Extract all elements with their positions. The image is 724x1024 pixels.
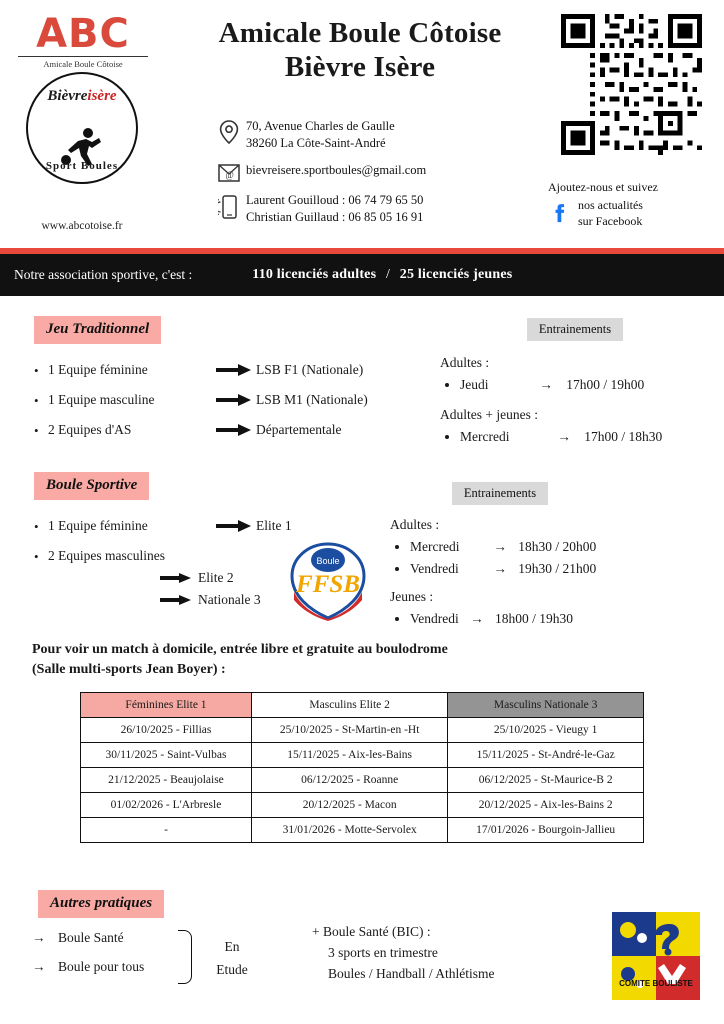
table-cell: 20/12/2025 - Aix-les-Bains 2	[448, 793, 644, 818]
abc-logo-subtitle: Amicale Boule Côtoise	[18, 56, 148, 69]
table-cell: 25/10/2025 - Vieugy 1	[448, 718, 644, 743]
table-row	[81, 818, 644, 843]
team-label: 2 Equipes d'AS	[48, 422, 132, 437]
abc-acronym: ABC	[36, 11, 130, 57]
email-row	[212, 162, 542, 182]
sub-level-label: Elite 2	[198, 570, 234, 585]
address-line-1: 70, Avenue Charles de Gaulle	[246, 119, 395, 133]
autres-pratiques-title: Autres pratiques	[38, 890, 164, 918]
table-cell: 30/11/2025 - Saint-Vulbas	[81, 743, 252, 768]
arrow-right-icon: →	[32, 959, 46, 974]
bic-block	[312, 922, 602, 985]
arrow-right-icon: →	[557, 429, 571, 444]
match-note-line-1: Pour voir un match à domicile, entrée libre et gratuite au boulodrome	[32, 642, 448, 657]
stats-values	[252, 267, 512, 283]
autres-status	[200, 936, 264, 982]
table-cell: 01/02/2026 - L'Arbresle	[81, 793, 252, 818]
table-cell: -	[81, 818, 252, 843]
schedule-day: Mercredi	[460, 429, 510, 444]
list-item	[410, 561, 690, 577]
bullet-dot: •	[34, 392, 39, 408]
stats-intro: Notre association sportive, c'est :	[14, 267, 193, 282]
team-label: 1 Equipe féminine	[48, 518, 148, 533]
list-item	[34, 362, 454, 378]
header	[0, 0, 724, 246]
bullet-dot: •	[34, 422, 39, 438]
schedule-day: Jeudi	[460, 377, 489, 392]
arrow-right-icon: →	[470, 611, 484, 626]
group-title: Adultes :	[390, 517, 440, 532]
address-line-2: 38260 La Côte-Saint-André	[246, 135, 386, 150]
entrainements-badge: Entrainements	[527, 318, 623, 341]
schedule-hours: 18h00 / 19h30	[494, 611, 573, 626]
schedule-list	[440, 429, 710, 445]
table-cell: 15/11/2025 - St-André-le-Gaz	[448, 743, 644, 768]
arrow-right-icon: →	[539, 377, 553, 392]
arrow-right-icon: →	[493, 539, 507, 554]
column-header-masculins-nationale3: Masculins Nationale 3	[448, 693, 644, 718]
table-cell: 25/10/2025 - St-Martin-en -Ht	[251, 718, 447, 743]
section-autres-pratiques	[38, 890, 164, 918]
list-item	[34, 392, 454, 408]
schedule-hours: 18h30 / 20h00	[518, 539, 597, 554]
phone-text	[246, 192, 423, 226]
column-header-masculins-elite2: Masculins Elite 2	[251, 693, 447, 718]
ffsb-logo	[282, 540, 374, 622]
bic-line-3: Boules / Handball / Athlétisme	[328, 965, 495, 981]
address-text	[246, 118, 395, 152]
email-icon	[212, 162, 246, 182]
schedule-list	[440, 377, 710, 393]
title-line-1: Amicale Boule Côtoise	[218, 17, 502, 49]
ffsb-logo-text: FFSB	[296, 571, 360, 598]
schedule-hours: 19h30 / 21h00	[518, 561, 597, 576]
arrow-right-icon	[216, 363, 256, 377]
match-note	[32, 640, 592, 681]
boule-sportive-title: Boule Sportive	[34, 472, 149, 500]
sportive-entrainements	[390, 482, 690, 627]
list-item	[34, 422, 454, 438]
team-value: LSB M1 (Nationale)	[256, 392, 368, 407]
bievre-isere-logo	[26, 72, 138, 184]
schedule-list	[390, 611, 690, 627]
table-cell: 17/01/2026 - Bourgoin-Jallieu	[448, 818, 644, 843]
group-title: Adultes + jeunes :	[440, 407, 538, 422]
list-item	[460, 377, 710, 393]
licensed-youth: 25 licenciés jeunes	[399, 267, 513, 282]
list-item	[410, 539, 690, 555]
svg-text:Boule: Boule	[316, 556, 340, 566]
bullet-dot: •	[34, 548, 39, 564]
team-label: 1 Equipe masculine	[48, 392, 155, 407]
schedule-day: Vendredi	[410, 611, 459, 626]
arrow-right-icon	[160, 594, 198, 606]
table-row	[81, 718, 644, 743]
facebook-block	[548, 180, 718, 229]
table-row	[81, 743, 644, 768]
licensed-adults: 110 licenciés adultes	[252, 267, 377, 282]
schedule-list	[390, 539, 690, 577]
section-jeu-traditionnel	[34, 316, 454, 452]
facebook-line-3: sur Facebook	[578, 214, 643, 229]
bic-line-2: 3 sports en trimestre	[328, 944, 438, 960]
list-item	[410, 611, 690, 627]
arrow-right-icon: →	[493, 561, 507, 576]
email-text[interactable]: bievreisere.sportboules@gmail.com	[246, 162, 427, 177]
list-item	[460, 429, 710, 445]
home-matches-table	[80, 692, 644, 843]
table-row	[81, 768, 644, 793]
table-cell: 06/12/2025 - Roanne	[251, 768, 447, 793]
bic-line-1: + Boule Santé (BIC) :	[312, 924, 431, 939]
website-url[interactable]: www.abcotoise.fr	[41, 220, 123, 232]
stats-separator: /	[385, 267, 391, 282]
team-label: 1 Equipe féminine	[48, 362, 148, 377]
bievre-isere-logo-top: Bièvreisère	[47, 88, 117, 104]
mobile-phone-icon	[212, 192, 246, 220]
location-pin-icon	[212, 118, 246, 144]
schedule-hours: 17h00 / 19h00	[566, 377, 645, 392]
table-cell: 21/12/2025 - Beaujolaise	[81, 768, 252, 793]
facebook-line-1: Ajoutez-nous et suivez	[548, 180, 658, 194]
arrow-right-icon: →	[32, 930, 46, 945]
table-cell: 26/10/2025 - Fillias	[81, 718, 252, 743]
brace-decoration	[178, 930, 192, 984]
phone-line-1: Laurent Gouilloud : 06 74 79 65 50	[246, 192, 424, 207]
arrow-right-icon	[216, 423, 256, 437]
schedule-day: Mercredi	[410, 539, 460, 554]
column-header-feminines: Féminines Elite 1	[81, 693, 252, 718]
arrow-right-icon	[160, 572, 198, 584]
comite-logo-text: COMITE BOULISTE	[619, 979, 693, 988]
facebook-line-2: nos actualités	[578, 198, 643, 212]
bullet-dot: •	[34, 362, 39, 378]
autres-item-label: Boule Santé	[58, 930, 124, 945]
bullet-dot: •	[34, 518, 39, 534]
arrow-right-icon	[216, 519, 256, 533]
abc-logo	[18, 11, 148, 69]
autres-status-line-1: En	[224, 939, 240, 954]
svg-text:@: @	[225, 169, 234, 180]
stats-band	[0, 254, 724, 296]
phone-line-2: Christian Guillaud : 06 85 05 16 91	[246, 209, 424, 224]
schedule-hours: 17h00 / 18h30	[584, 429, 663, 444]
team-value: LSB F1 (Nationale)	[256, 362, 364, 377]
table-cell: 20/12/2025 - Macon	[251, 793, 447, 818]
table-cell: 06/12/2025 - St-Maurice-B 2	[448, 768, 644, 793]
qr-code[interactable]	[561, 14, 702, 155]
title-line-2: Bièvre Isère	[284, 51, 436, 84]
contact-block	[212, 118, 542, 236]
entrainements-badge: Entrainements	[452, 482, 548, 505]
group-title: Jeunes :	[390, 589, 434, 604]
address-row	[212, 118, 542, 152]
phone-row	[212, 192, 542, 226]
bievre-isere-logo-bottom: Sport Boules	[45, 160, 119, 172]
table-header-row	[81, 693, 644, 718]
autres-item-label: Boule pour tous	[58, 959, 145, 974]
page-title	[160, 16, 560, 84]
facebook-icon[interactable]	[548, 202, 570, 224]
sub-level-label: Nationale 3	[198, 592, 261, 607]
team-label: 2 Equipes masculines	[48, 548, 165, 563]
arrow-right-icon	[216, 393, 256, 407]
match-note-line-2: (Salle multi-sports Jean Boyer) :	[32, 662, 226, 678]
jeu-traditionnel-title: Jeu Traditionnel	[34, 316, 161, 344]
table-cell: 31/01/2026 - Motte-Servolex	[251, 818, 447, 843]
schedule-day: Vendredi	[410, 561, 459, 576]
group-title: Adultes :	[440, 355, 490, 370]
table-row	[81, 793, 644, 818]
team-value: Départementale	[256, 422, 342, 437]
traditionnel-entrainements	[440, 318, 710, 445]
comite-bouliste-logo	[612, 912, 700, 1000]
jeu-traditionnel-team-list	[34, 362, 454, 438]
team-value: Elite 1	[256, 518, 292, 533]
autres-status-line-2: Etude	[216, 961, 248, 977]
table-cell: 15/11/2025 - Aix-les-Bains	[251, 743, 447, 768]
